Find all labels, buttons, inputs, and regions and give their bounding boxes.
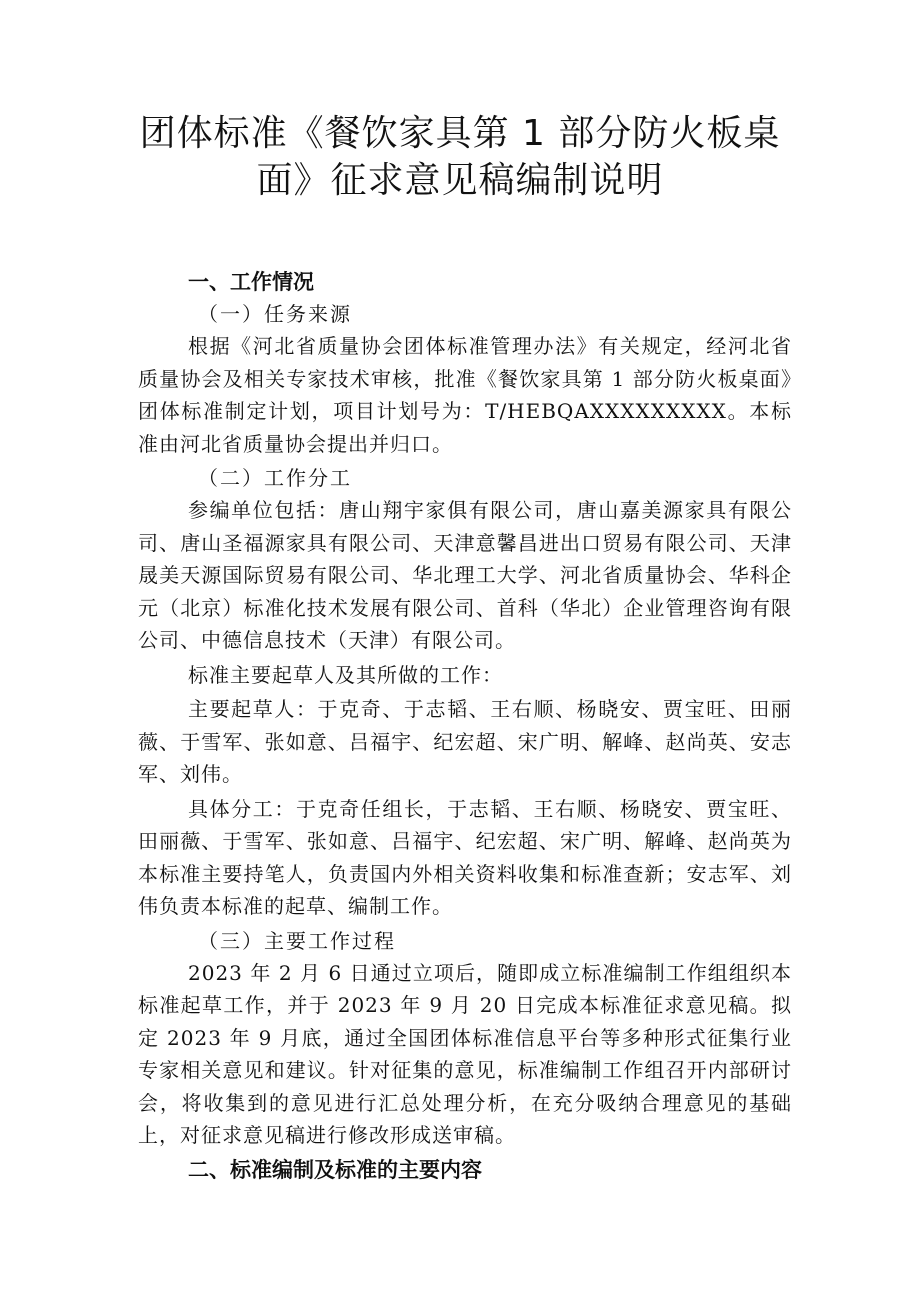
drafters-intro-paragraph: 标准主要起草人及其所做的工作： bbox=[188, 662, 503, 687]
section1-heading: 一、工作情况 bbox=[188, 270, 314, 294]
section2-heading: 二、标准编制及标准的主要内容 bbox=[188, 1157, 482, 1182]
work-process-paragraph: 2023 年 2 月 6 日通过立项后，随即成立标准编制工作组组织本标准起草工作，并于 2023 年 9 月 20 日完成本标准征求意见稿。拟定 2023 年 9 月底，通过全国团体标准信息平台等多种形式征集行业专家相关意见和建议。针对征集的意见，标准编制工作组召开内部研讨会，将收集到的意见进行汇总处理分析，在充分吸纳合理意见的基础上，对征求意见稿进行修改形成送审稿。 bbox=[138, 960, 792, 1147]
sub2-heading: （二）工作分工 bbox=[198, 466, 352, 490]
document-body bbox=[138, 266, 792, 1186]
sub3-heading: （三）主要工作过程 bbox=[198, 928, 396, 953]
document-title-line2: 面》征求意见稿编制说明 bbox=[256, 160, 664, 201]
document-title-line1: 团体标准《餐饮家具第 1 部分防火板桌 bbox=[139, 113, 781, 154]
sub1-heading: （一）任务来源 bbox=[198, 302, 352, 326]
main-drafters-paragraph: 主要起草人：于克奇、于志韬、王右顺、杨晓安、贾宝旺、田丽薇、于雪军、张如意、吕福宇、纪宏超、宋广明、解峰、赵尚英、安志军、刘伟。 bbox=[138, 697, 792, 786]
division-of-work-paragraph: 具体分工：于克奇任组长，于志韬、王右顺、杨晓安、贾宝旺、田丽薇、于雪军、张如意、吕福宇、纪宏超、宋广明、解峰、赵尚英为本标准主要持笔人，负责国内外相关资料收集和标准查新；安志军、刘伟负责本标准的起草、编制工作。 bbox=[138, 796, 792, 918]
task-source-paragraph: 根据《河北省质量协会团体标准管理办法》有关规定，经河北省质量协会及相关专家技术审核，批准《餐饮家具第 1 部分防火板桌面》团体标准制定计划，项目计划号为：T/HEBQAXXXXXXXXX。本标准由河北省质量协会提出并归口。 bbox=[138, 334, 792, 456]
participating-units-paragraph: 参编单位包括：唐山翔宇家俱有限公司，唐山嘉美源家具有限公司、唐山圣福源家具有限公司、天津意馨昌进出口贸易有限公司、天津晟美天源国际贸易有限公司、华北理工大学、河北省质量协会、华科企元（北京）标准化技术发展有限公司、首科（华北）企业管理咨询有限公司、中德信息技术（天津）有限公司。 bbox=[138, 498, 792, 652]
